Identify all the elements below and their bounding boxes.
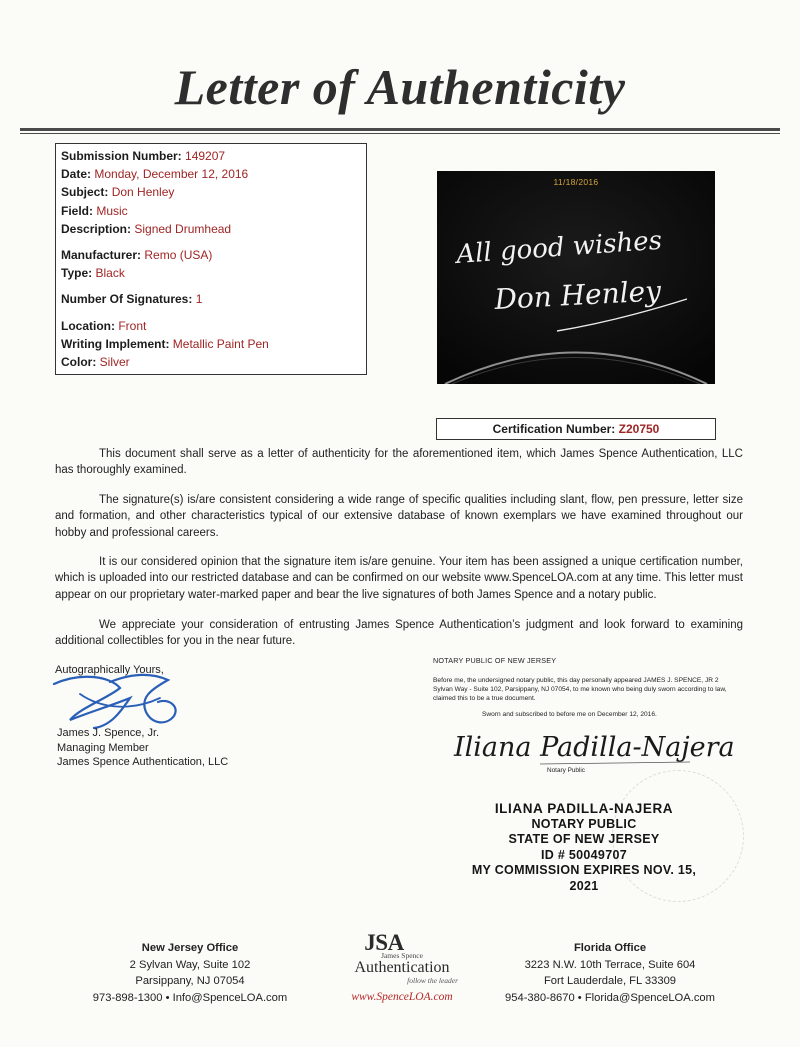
description-value: Signed Drumhead [134, 221, 232, 236]
signer-name: James J. Spence, Jr. [57, 727, 160, 739]
signer-role: Managing Member [57, 741, 149, 754]
stamp-name: ILIANA PADILLA-NAJERA [494, 801, 674, 816]
submission-number-value: 149207 [185, 149, 226, 163]
notary-sworn: Sworn and subscribed to before me on December 12, 2016. [482, 711, 657, 718]
manufacturer-row [61, 246, 361, 264]
nj-office-title: New Jersey Office [141, 942, 239, 954]
drumhead-image [437, 171, 715, 384]
inscription-line1: All good wishes [455, 225, 663, 270]
fl-contact: 954-380-8670 • Florida@SpenceLOA.com [505, 991, 715, 1004]
color-row [61, 353, 361, 371]
signer-block [57, 726, 228, 770]
body-paragraph-3: It is our considered opinion that the signature item is/are genuine. Your item has been assigned a unique certification number, which is uploaded into our restricted database and can be confirmed on our website www.SpenceLOA.com at any time. This letter must appear on our proprietary water-marked paper and bear the live signatures of both James Spence and a notary public. [55, 556, 743, 601]
type-value: Black [95, 266, 125, 281]
title-rule-thin [20, 133, 780, 134]
location-row [61, 317, 361, 335]
manufacturer-label: Manufacturer: [61, 247, 142, 262]
stamp-commission: MY COMMISSION EXPIRES NOV. 15, 2021 [471, 863, 697, 893]
notary-signature-text: Iliana Padilla-Najera [454, 732, 735, 763]
subject-value: Don Henley [111, 185, 175, 200]
date-row [61, 165, 361, 183]
fl-office-title: Florida Office [573, 942, 647, 954]
implement-row [61, 335, 361, 353]
stamp-state: STATE OF NEW JERSEY [508, 832, 660, 846]
field-row [61, 202, 361, 220]
closing: Autographically Yours, [55, 664, 164, 676]
notary-header: NOTARY PUBLIC OF NEW JERSEY [433, 656, 557, 665]
field-value: Music [96, 203, 128, 218]
subject-row [61, 183, 361, 201]
notary-stamp [464, 801, 704, 894]
stamp-title: NOTARY PUBLIC [531, 816, 637, 831]
logo-tagline: follow the leader [407, 976, 458, 985]
color-value: Silver [99, 354, 130, 369]
notary-signature [450, 722, 750, 770]
photo-date-stamp: 11/18/2016 [553, 177, 599, 187]
page-title: Letter of Authenticity [174, 59, 626, 115]
field-label: Field: [61, 203, 93, 218]
nj-address-line2: Parsippany, NJ 07054 [135, 975, 245, 988]
color-label: Color: [61, 354, 97, 369]
location-value: Front [118, 318, 147, 333]
body-paragraph-4: We appreciate your consideration of entrusting James Spence Authentication’s judgment and look forward to examining additional collectibles for you in the near future. [55, 619, 743, 648]
subject-label: Subject: [61, 185, 109, 200]
submission-number-row [61, 147, 361, 165]
title-rule [20, 128, 780, 131]
type-label: Type: [61, 266, 93, 281]
notary-statement: Before me, the undersigned notary public, this day personally appeared JAMES J. SPENCE, JR 2 Sylvan Way - Suite 102, Parsippany, NJ 07054, to me known who being duly sworn according to law, claimed this to be a true document. [433, 677, 727, 703]
nj-office-block [70, 940, 310, 1006]
fl-address-line2: Fort Lauderdale, FL 33309 [543, 975, 677, 988]
nj-contact: 973-898-1300 • Info@SpenceLOA.com [92, 991, 288, 1004]
date-value: Monday, December 12, 2016 [94, 167, 249, 182]
implement-label: Writing Implement: [61, 336, 170, 351]
date-label: Date: [61, 167, 92, 182]
implement-value: Metallic Paint Pen [172, 336, 269, 351]
signatures-value: 1 [195, 292, 203, 307]
description-row [61, 220, 361, 238]
notary-caption: Notary Public [547, 767, 586, 774]
item-photo [437, 171, 715, 384]
certification-number: Z20750 [618, 422, 660, 436]
fl-address-line1: 3223 N.W. 10th Terrace, Suite 604 [524, 958, 696, 971]
logo-jsa: JSA [364, 930, 404, 955]
inscription-line2: Don Henley [493, 274, 662, 316]
logo-authentication: Authentication [354, 959, 450, 976]
signatures-label: Number Of Signatures: [61, 292, 193, 307]
nj-address-line1: 2 Sylvan Way, Suite 102 [129, 958, 251, 971]
body-paragraph-2: The signature(s) is/are consistent considering a wide range of specific qualities including slant, flow, pen pressure, letter size and formation, and other characteristics typical of our extensive database of known exemplars we have examined throughout our hobby and professional careers. [55, 494, 743, 539]
certification-label: Certification Number: [492, 422, 616, 436]
signatures-row [61, 290, 361, 308]
description-label: Description: [61, 221, 132, 236]
body-paragraph-1: This document shall serve as a letter of authenticity for the aforementioned item, which James Spence Authentication, LLC has thoroughly examined. [55, 448, 743, 477]
stamp-id: ID # 50049707 [541, 847, 627, 862]
manufacturer-value: Remo (USA) [144, 247, 213, 262]
submission-details-box [55, 143, 367, 375]
jsa-logo [340, 932, 464, 1003]
logo-james-spence: James Spence [381, 951, 423, 960]
certification-box [436, 418, 716, 440]
signer-company: James Spence Authentication, LLC [57, 756, 229, 769]
submission-number-label: Submission Number: [61, 149, 182, 163]
website-link[interactable]: www.SpenceLOA.com [351, 991, 453, 1003]
type-row [61, 264, 361, 282]
location-label: Location: [61, 318, 115, 333]
fl-office-block [480, 940, 740, 1006]
